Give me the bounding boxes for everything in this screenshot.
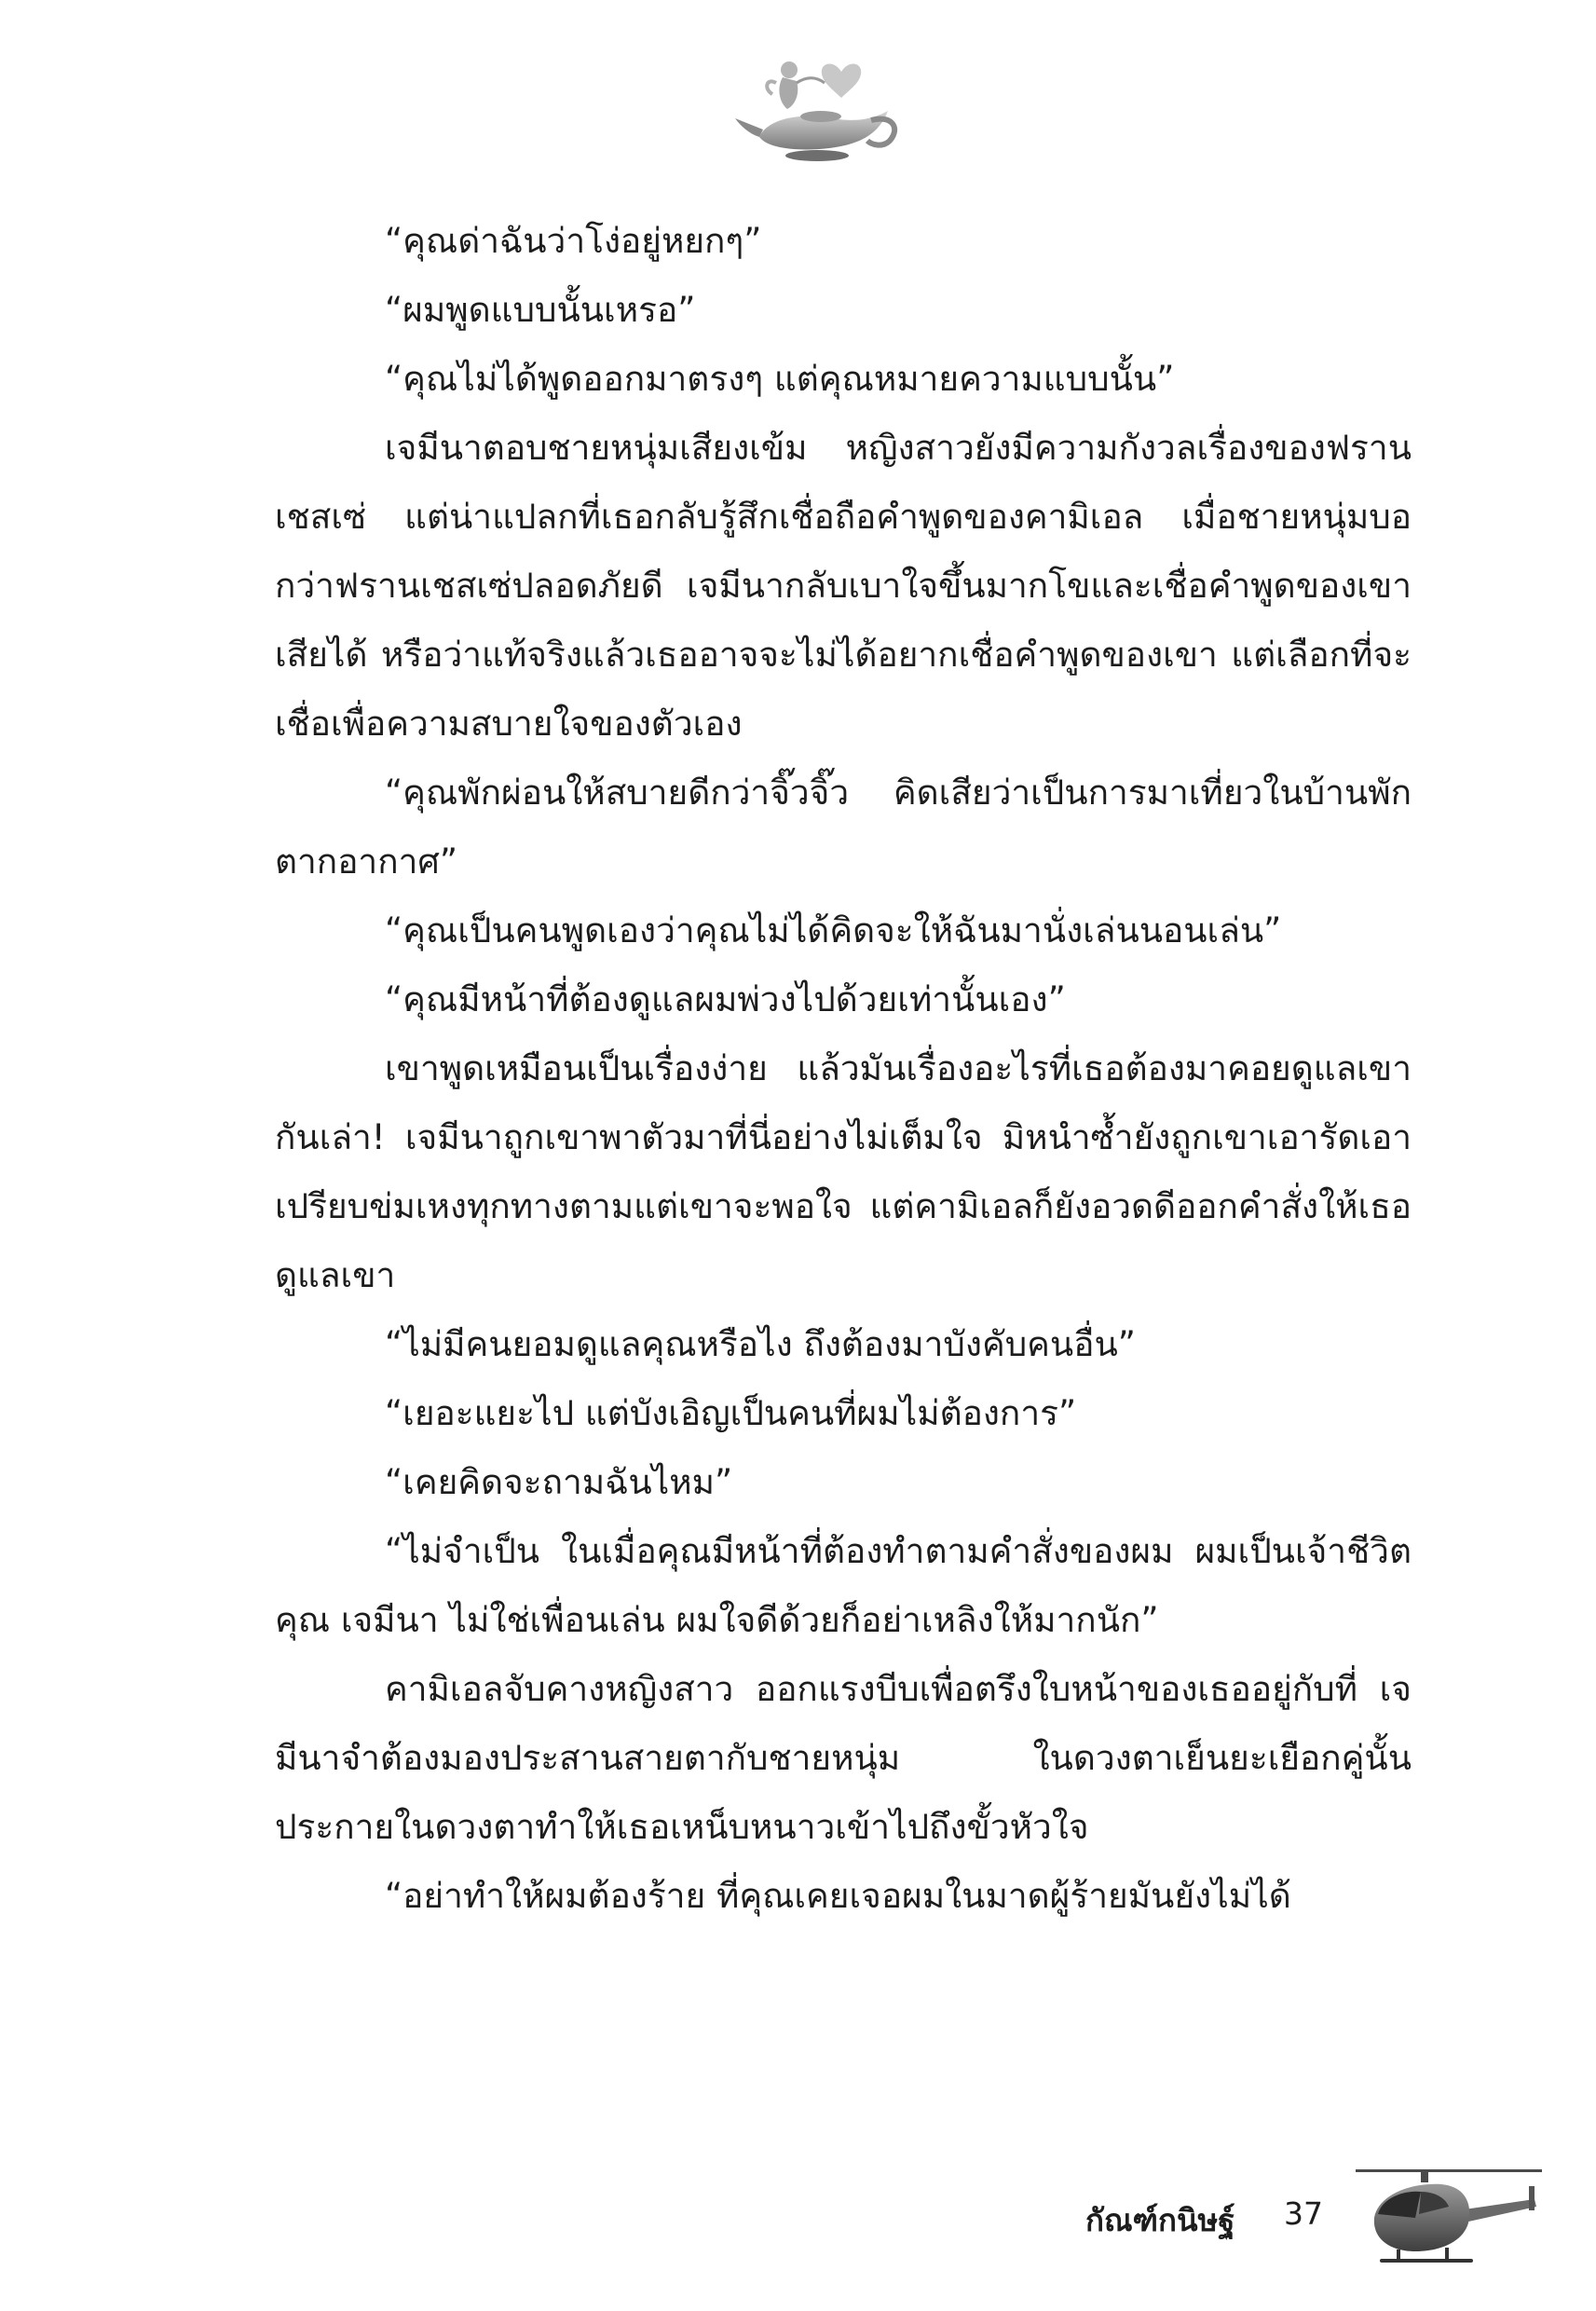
paragraph-3: “คุณไม่ได้พูดออกมาตรงๆ แต่คุณหมายความแบบนั้น” — [385, 359, 1175, 399]
paragraph-4: เจมีนาตอบชายหนุ่มเสียงเข้ม หญิงสาวยังมีความกังวลเรื่องของฟรานเชสเซ่ แต่น่าแปลกที่เธอกลับรู้สึกเชื่อถือคำพูดของคามิเอล เมื่อชายหนุ่มบอกว่าฟรานเชสเซ่ปลอดภัยดี เจมีนากลับเบาใจขึ้นมากโขและเชื่อคำพูดของเขาเสียได้ หรือว่าแท้จริงแล้วเธออาจจะไม่ได้อยากเชื่อคำพูดของเขา แต่เลือกที่จะเชื่อเพื่อความสบายใจของตัวเอง — [275, 428, 1412, 744]
paragraph-9: “ไม่มีคนยอมดูแลคุณหรือไง ถึงต้องมาบังคับคนอื่น” — [385, 1324, 1136, 1364]
genie-lamp-with-cupid-icon — [731, 51, 908, 168]
paragraph-13: คามิเอลจับคางหญิงสาว ออกแรงบีบเพื่อตรึงใบหน้าของเธออยู่กับที่ เจมีนาจำต้องมองประสานสายตากับชายหนุ่ม ในดวงตาเย็นยะเยือกคู่นั้น ประกายในดวงตาทำให้เธอเหน็บหนาวเข้าไปถึงขั้วหัวใจ — [275, 1669, 1412, 1847]
paragraph-7: “คุณมีหน้าที่ต้องดูแลผมพ่วงไปด้วยเท่านั้นเอง” — [385, 979, 1066, 1019]
paragraph-12: “ไม่จำเป็น ในเมื่อคุณมีหน้าที่ต้องทำตามคำสั่งของผม ผมเป็นเจ้าชีวิตคุณ เจมีนา ไม่ใช่เพื่อนเล่น ผมใจดีด้วยก็อย่าเหลิงให้มากนัก” — [275, 1531, 1412, 1640]
paragraph-6: “คุณเป็นคนพูดเองว่าคุณไม่ได้คิดจะให้ฉันมานั่งเล่นนอนเล่น” — [385, 910, 1282, 950]
paragraph-11: “เคยคิดจะถามฉันไหม” — [385, 1462, 733, 1502]
paragraph-5: “คุณพักผ่อนให้สบายดีกว่าจิ๊วจิ๊ว คิดเสียว่าเป็นการมาเที่ยวในบ้านพักตากอากาศ” — [275, 773, 1412, 882]
story-text — [275, 207, 1412, 1931]
paragraph-8: เขาพูดเหมือนเป็นเรื่องง่าย แล้วมันเรื่องอะไรที่เธอต้องมาคอยดูแลเขากันเล่า! เจมีนาถูกเขาพาตัวมาที่นี่อย่างไม่เต็มใจ มิหนำซ้ำยังถูกเขาเอารัดเอาเปรียบข่มเหงทุกทางตามแต่เขาจะพอใจ แต่คามิเอลก็ยังอวดดีออกคำสั่งให้เธอดูแลเขา — [275, 1048, 1412, 1295]
page-number: 37 — [1284, 2195, 1323, 2232]
paragraph-10: “เยอะแยะไป แต่บังเอิญเป็นคนที่ผมไม่ต้องการ” — [385, 1393, 1077, 1433]
helicopter-icon — [1356, 2162, 1542, 2283]
book-title: กัณฑ์กนิษฐ์ — [1085, 2202, 1235, 2238]
paragraph-2: “ผมพูดแบบนั้นเหรอ” — [385, 290, 696, 330]
paragraph-1: “คุณด่าฉันว่าโง่อยู่หยกๆ” — [385, 221, 762, 261]
page-footer — [0, 2162, 1596, 2311]
paragraph-14: “อย่าทำให้ผมต้องร้าย ที่คุณเคยเจอผมในมาดผู้ร้ายมันยังไม่ได้ — [385, 1876, 1291, 1916]
